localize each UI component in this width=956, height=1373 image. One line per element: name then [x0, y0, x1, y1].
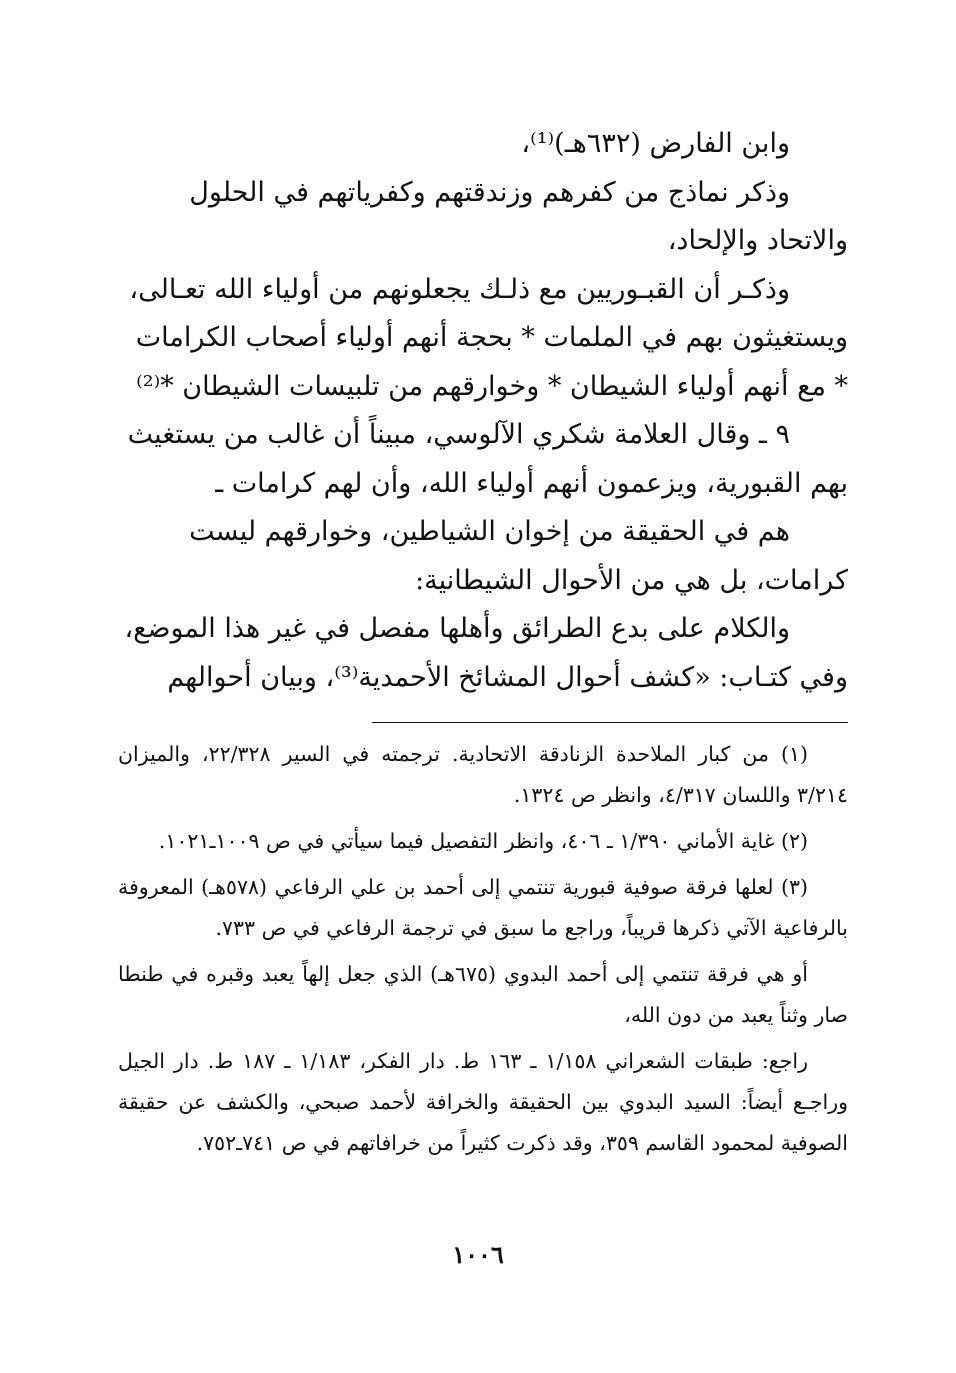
body-paragraph: ٩ ـ وقال العلامة شكري الآلوسي، مبيناً أن غالب من يستغيث بهم القبورية، ويزعمون أنهم أولياء الله، وأن لهم كرامات ـ: [127, 419, 848, 499]
footnote-3-continued: أو هي فرقة تنتمي إلى أحمد البدوي (٦٧٥هـ) الذي جعل إلهاً يعبد وقبره في طنطا صار وثناً يعبد من دون الله،: [118, 962, 848, 1027]
page-number: ١٠٠٦: [452, 1240, 504, 1269]
footnote-3: (٣) لعلها فرقة صوفية قبورية تنتمي إلى أحمد بن علي الرفاعي (٥٧٨هـ) المعروفة بالرفاعية الآتي ذكرها قريباً، وراجع ما سبق في ترجمة الرفاعي في ص ٧٣٣.: [118, 875, 848, 940]
footnote-3-references: راجع: طبقات الشعراني ١/١٥٨ ـ ١٦٣ ط. دار الفكر، ١/١٨٣ ـ ١٨٧ ط. دار الجيل وراجـع أيضاً: السيد البدوي بين الحقيقة والخرافة لأحمد صبحي، والكشف عن حقيقة الصوفية لمحمود القاسم ٣٥٩، وقد ذكرت كثيراً من خرافاتهم في ص ٧٤١ـ٧٥٢.: [118, 1049, 848, 1155]
footnotes: [118, 734, 848, 1169]
body-paragraph: وذكـر أن القبـوريين مع ذلـك يجعلونهم من أولياء الله تعـالى، ويستغيثون بهم في الملمات * بحجة أنهم أولياء أصحاب الكرامات * مع أنهم أولياء الشيطان * وخوارقهم من تلبيسات الشيطان *⁽²⁾: [129, 273, 848, 402]
body-paragraph: وذكر نماذج من كفرهم وزندقتهم وكفرياتهم في الحلول والاتحاد والإلحاد،: [189, 176, 848, 256]
footnote-1: (١) من كبار الملاحدة الزنادقة الاتحادية. ترجمته في السير ٢٢/٣٢٨، والميزان ٣/٢١٤ واللسان ٤/٣١٧، وانظر ص ١٣٢٤.: [118, 742, 848, 807]
body-paragraph: والكلام على بدع الطرائق وأهلها مفصل في غير هذا الموضع، وفي كتـاب: «كشف أحوال المشائخ الأحمدية⁽³⁾، وبيان أحوالهم: [124, 613, 848, 693]
body-paragraph: وابن الفارض (٦٣٢هـ)⁽¹⁾،: [521, 128, 790, 159]
footnote-2: (٢) غاية الأماني ١/٣٩٠ ـ ٤٠٦، وانظر التفصيل فيما سيأتي في ص ١٠٠٩ـ١٠٢١.: [158, 829, 808, 853]
main-text: [118, 120, 848, 702]
body-paragraph: هم في الحقيقة من إخوان الشياطين، وخوارقهم ليست كرامات، بل هي من الأحوال الشيطانية:: [189, 516, 848, 596]
footnote-divider: [372, 722, 848, 723]
